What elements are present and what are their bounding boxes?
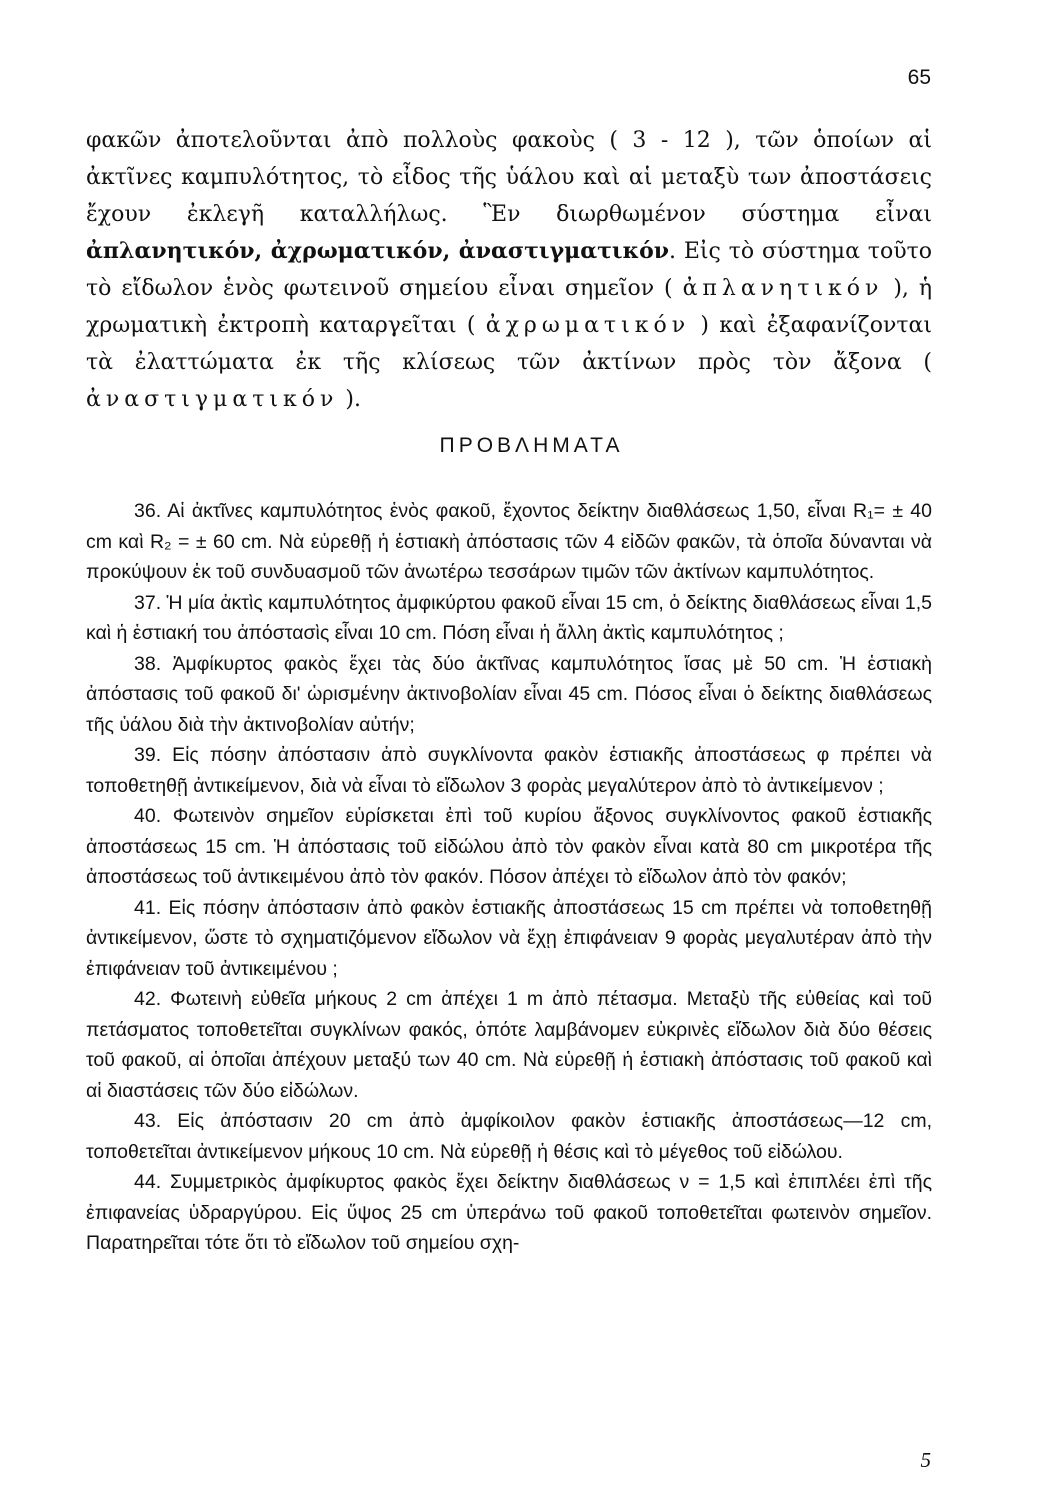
intro-text-1: φακῶν ἀποτελοῦνται ἀπὸ πολλοὺς φακοὺς ( 3 - 12 ), τῶν ὁποίων αἱ ἀκτῖνες καμπυλότητος, τὸ εἶδος τῆς ὑάλου καὶ αἱ μεταξὺ των ἀποστάσεις ἔχουν ἐκλεγῆ καταλλήλως. Ἓν διωρθωμένον σύστημα εἶναι <box>86 128 932 227</box>
intro-paragraph <box>86 122 932 418</box>
intro-term-aplanatic: ἀπλανητικόν <box>682 276 884 301</box>
problem-41: 41. Εἰς πόσην ἀπόστασιν ἀπὸ φακὸν ἑστιακῆς ἀποστάσεως 15 cm πρέπει νὰ τοποθετηθῇ ἀντικείμενον, ὥστε τὸ σχηματιζόμενον εἴδωλον νὰ ἔχῃ ἐπιφάνειαν 9 φορὰς μεγαλυτέραν ἀπὸ τὴν ἐπιφάνειαν τοῦ ἀντικειμένου ; <box>86 896 932 980</box>
intro-term-achromatic: ἀχρωματικόν <box>485 313 691 338</box>
problems-list <box>86 496 932 1259</box>
intro-text-5: ). <box>338 387 361 412</box>
page-number: 65 <box>907 66 931 89</box>
signature-mark: 5 <box>920 1448 931 1472</box>
section-heading: ΠΡΟΒΛΗΜΑΤΑ <box>439 434 624 457</box>
intro-text-2: . Εἰς τὸ σύστημα τοῦτο τὸ εἴδωλον ἑνὸς φωτεινοῦ σημείου εἶναι σημεῖον ( <box>86 239 932 301</box>
problem-39: 39. Εἰς πόσην ἀπόστασιν ἀπὸ συγκλίνοντα φακὸν ἑστιακῆς ἀποστάσεως φ πρέπει νὰ τοποθετηθῇ ἀντικείμενον, διὰ νὰ εἶναι τὸ εἴδωλον 3 φορὰς μεγαλύτερον ἀπὸ τὸ ἀντικείμενον ; <box>86 744 932 797</box>
problem-40: 40. Φωτεινὸν σημεῖον εὑρίσκεται ἐπὶ τοῦ κυρίου ἄξονος συγκλίνοντος φακοῦ ἑστιακῆς ἀποστάσεως 15 cm. Ἡ ἀπόστασις τοῦ εἰδώλου ἀπὸ τὸν φακὸν εἶναι κατὰ 80 cm μικροτέρα τῆς ἀποστάσεως τοῦ ἀντικειμένου ἀπὸ τὸν φακόν. Πόσον ἀπέχει τὸ εἴδωλον ἀπὸ τὸν φακόν; <box>86 805 932 888</box>
intro-term-anastigmatic: ἀναστιγματικόν <box>86 387 339 412</box>
problem-37: 37. Ἡ μία ἀκτὶς καμπυλότητος ἀμφικύρτου φακοῦ εἶναι 15 cm, ὁ δείκτης διαθλάσεως εἶναι 1,5 καὶ ἡ ἑστιακή του ἀπόστασὶς εἶναι 10 cm. Πόση εἶναι ἡ ἄλλη ἀκτὶς καμπυλότητος ; <box>86 591 932 644</box>
problem-43: 43. Εἰς ἀπόστασιν 20 cm ἀπὸ ἀμφίκοιλον φακὸν ἑστιακῆς ἀποστάσεως—12 cm, τοποθετεῖται ἀντικείμενον μήκους 10 cm. Νὰ εὑρεθῇ ἡ θέσις καὶ τὸ μέγεθος τοῦ εἰδώλου. <box>86 1110 932 1163</box>
problem-36: 36. Αἱ ἀκτῖνες καμπυλότητος ἑνὸς φακοῦ, ἔχοντος δείκτην διαθλάσεως 1,50, εἶναι R₁= ± 40 cm καὶ R₂ = ± 60 cm. Νὰ εὑρεθῇ ἡ ἑστιακὴ ἀπόστασις τῶν 4 εἰδῶν φακῶν, τὰ ὁποῖα δύνανται νὰ προκύψουν ἐκ τοῦ συνδυασμοῦ τῶν ἀνωτέρω τεσσάρων τιμῶν τῶν ἀκτίνων καμπυλότητος. <box>86 500 932 583</box>
problem-42: 42. Φωτεινὴ εὐθεῖα μήκους 2 cm ἀπέχει 1 m ἀπὸ πέτασμα. Μεταξὺ τῆς εὐθείας καὶ τοῦ πετάσματος τοποθετεῖται συγκλίνων φακός, ὁπότε λαμβάνομεν εὐκρινὲς εἴδωλον διὰ δύο θέσεις τοῦ φακοῦ, αἱ ὁποῖαι ἀπέχουν μεταξύ των 40 cm. Νὰ εὑρεθῇ ἡ ἑστιακὴ ἀπόστασις τοῦ φακοῦ καὶ αἱ διαστάσεις τῶν δύο εἰδώλων. <box>86 988 932 1102</box>
intro-bold-terms: ἀπλανητικόν, ἀχρωματικόν, ἀναστιγματικόν <box>86 238 670 264</box>
problem-38: 38. Ἀμφίκυρτος φακὸς ἔχει τὰς δύο ἀκτῖνας καμπυλότητος ἴσας μὲ 50 cm. Ἡ ἑστιακὴ ἀπόστασις τοῦ φακοῦ δι' ὡρισμένην ἀκτινοβολίαν εἶναι 45 cm. Πόσος εἶναι ὁ δείκτης διαθλάσεως τῆς ὑάλου διὰ τὴν ἀκτινοβολίαν αὐτήν; <box>86 652 932 736</box>
intro-text-4: ) καὶ ἐξαφανίζονται τὰ ἐλαττώματα ἐκ τῆς κλίσεως τῶν ἀκτίνων πρὸς τὸν ἄξονα ( <box>86 313 932 375</box>
problem-44: 44. Συμμετρικὸς ἀμφίκυρτος φακὸς ἔχει δείκτην διαθλάσεως ν = 1,5 καὶ ἐπιπλέει ἐπὶ τῆς ἐπιφανείας ὑδραργύρου. Εἰς ὕψος 25 cm ὑπεράνω τοῦ φακοῦ τοποθετεῖται φωτεινὸν σημεῖον. Παρατηρεῖται τότε ὅτι τὸ εἴδωλον τοῦ σημείου σχη- <box>86 1171 932 1254</box>
intro-text-3: ), ἡ χρωματικὴ ἐκτροπὴ καταργεῖται ( <box>86 276 932 338</box>
